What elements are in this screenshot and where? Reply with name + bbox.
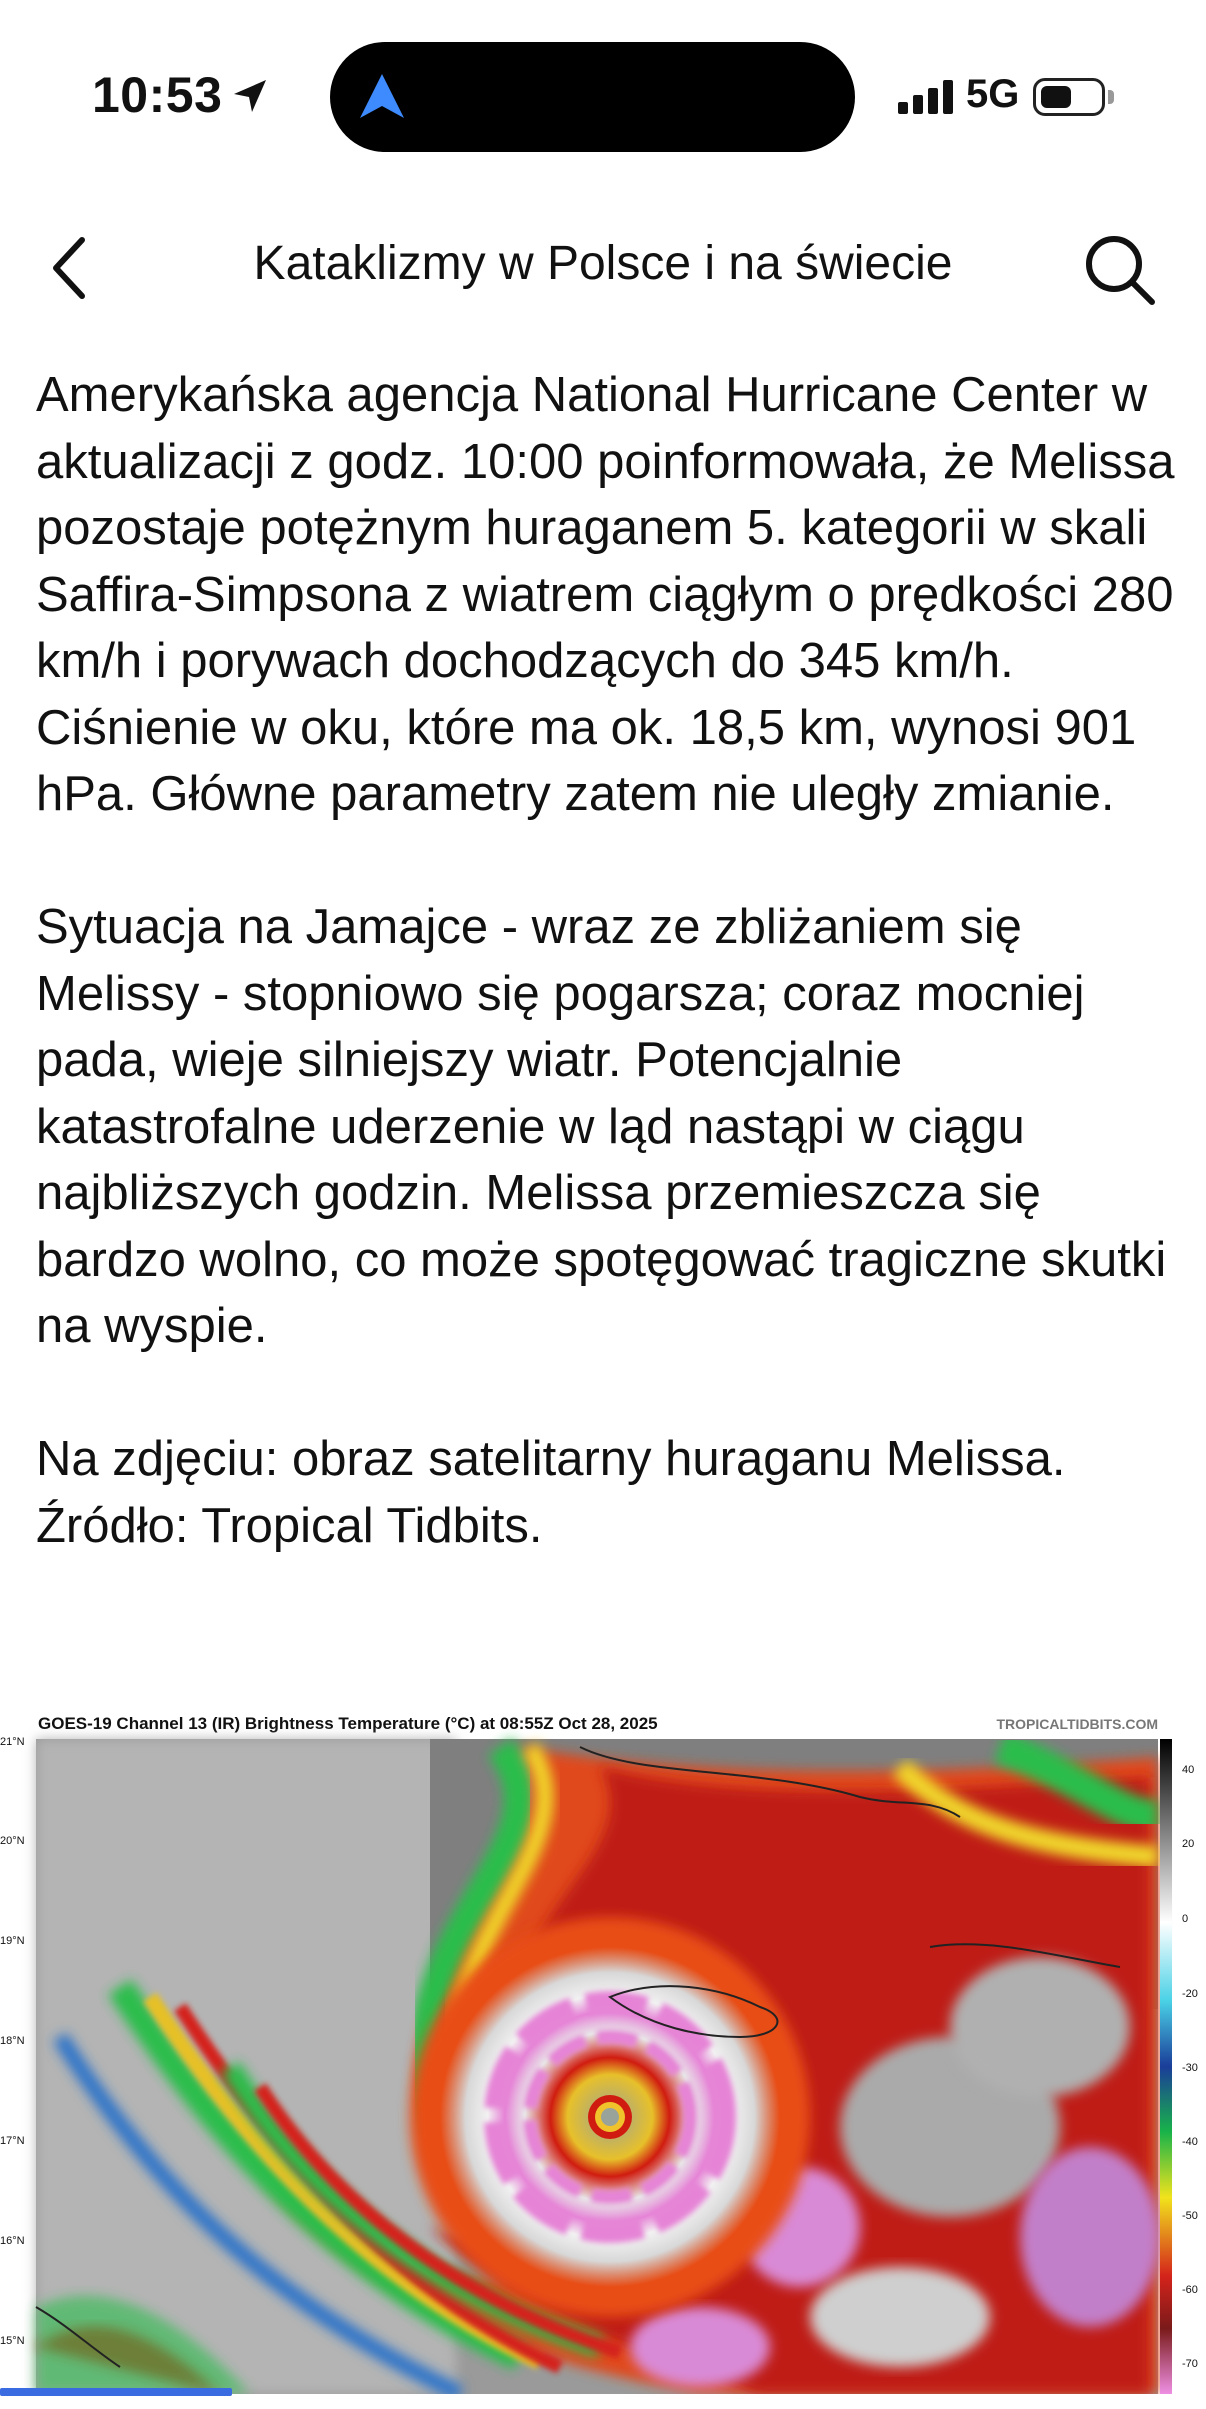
battery-icon bbox=[1033, 78, 1105, 116]
search-button[interactable] bbox=[1080, 230, 1160, 310]
post-body bbox=[36, 362, 1186, 1559]
latitude-label: 15°N bbox=[0, 2335, 25, 2347]
back-button[interactable] bbox=[40, 228, 100, 308]
colorbar-label: 0 bbox=[1182, 1913, 1189, 1925]
status-bar bbox=[0, 0, 1206, 190]
colorbar-label: 20 bbox=[1182, 1838, 1195, 1850]
latitude-label: 18°N bbox=[0, 2035, 25, 2047]
battery-nub bbox=[1108, 90, 1114, 104]
navigation-app-icon bbox=[356, 72, 408, 120]
post-paragraph: Amerykańska agencja National Hurricane Center w aktualizacji z godz. 10:00 poinformowała, że Melissa pozostaje potężnym huraganem 5. kategorii w skali Saffira-Simpsona z wiatrem ciągłym o prędkości 280 km/h i porywach dochodzących do 345 km/h. Ciśnienie w oku, które ma ok. 18,5 km, wynosi 901 hPa. Główne parametry zatem nie uległy zmianie. bbox=[36, 368, 1175, 821]
search-icon bbox=[1080, 230, 1160, 310]
satellite-image-title: GOES-19 Channel 13 (IR) Brightness Temperature (°C) at 08:55Z Oct 28, 2025 bbox=[38, 1714, 658, 1733]
location-arrow-icon bbox=[230, 76, 270, 116]
colorbar-label: -40 bbox=[1182, 2136, 1198, 2148]
latitude-label: 16°N bbox=[0, 2235, 25, 2247]
colorbar-label: -20 bbox=[1182, 1988, 1198, 2000]
post-paragraph: Sytuacja na Jamajce - wraz ze zbliżaniem się Melissy - stopniowo się pogarsza; coraz mocniej pada, wieje silniejszy wiatr. Potencjalnie katastrofalne uderzenie w ląd nastąpi w ciągu najbliższych godzin. Melissa przemieszcza się bardzo wolno, co może spotęgować tragiczne skutki na wyspie. bbox=[36, 900, 1167, 1353]
satellite-map bbox=[36, 1739, 1160, 2394]
satellite-image[interactable] bbox=[0, 1707, 1206, 2394]
post-paragraph: Na zdjęciu: obraz satelitarny huraganu Melissa. Źródło: Tropical Tidbits. bbox=[36, 1432, 1066, 1553]
scroll-indicator bbox=[0, 2388, 232, 2396]
nav-bar bbox=[0, 210, 1206, 320]
satellite-image-credit: TROPICALTIDBITS.COM bbox=[996, 1716, 1158, 1732]
latitude-label: 17°N bbox=[0, 2135, 25, 2147]
colorbar-label: -30 bbox=[1182, 2062, 1198, 2074]
network-type: 5G bbox=[966, 72, 1020, 116]
colorbar-label: -60 bbox=[1182, 2284, 1198, 2296]
colorbar-labels bbox=[1182, 1764, 1198, 2370]
chevron-left-icon bbox=[40, 228, 100, 308]
page-title: Kataklizmy w Polsce i na świecie bbox=[253, 237, 953, 290]
colorbar-label: -50 bbox=[1182, 2210, 1198, 2222]
latitude-label: 21°N bbox=[0, 1736, 25, 1748]
latitude-label: 20°N bbox=[0, 1835, 25, 1847]
signal-icon bbox=[898, 80, 954, 114]
latitude-label: 19°N bbox=[0, 1935, 25, 1947]
colorbar bbox=[1160, 1739, 1172, 2394]
colorbar-label: 40 bbox=[1182, 1764, 1195, 1776]
dynamic-island bbox=[330, 42, 855, 152]
status-time: 10:53 bbox=[92, 67, 223, 123]
colorbar-label: -70 bbox=[1182, 2358, 1198, 2370]
latitude-axis bbox=[0, 1736, 25, 2347]
